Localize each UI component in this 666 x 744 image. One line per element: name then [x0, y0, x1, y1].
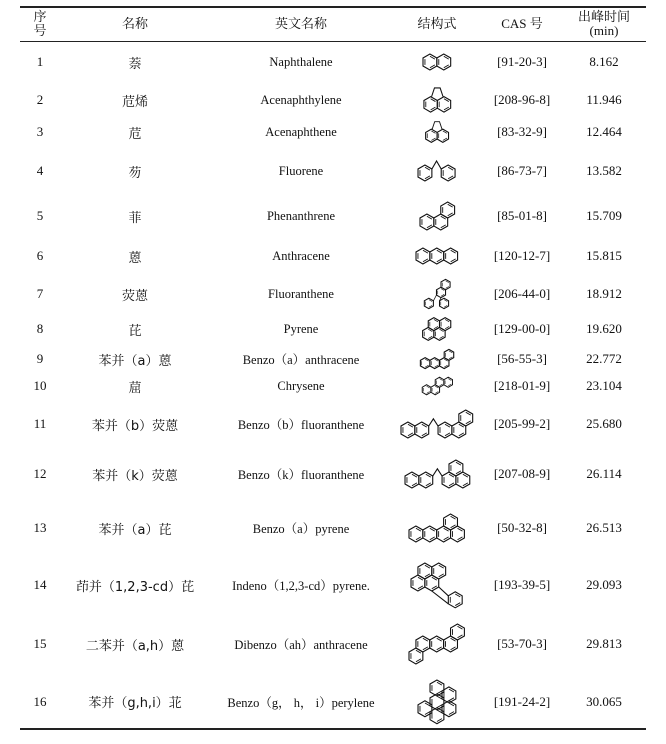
retention-time: 26.114 — [586, 466, 622, 481]
table-row — [20, 499, 646, 557]
table-row — [20, 313, 646, 345]
cas-number: [50-32-8] — [497, 520, 547, 535]
retention-time: 15.709 — [586, 208, 622, 223]
table-row — [20, 345, 646, 373]
structure — [392, 117, 482, 147]
english-name: Phenanthrene — [266, 208, 336, 223]
row-number: 6 — [36, 248, 44, 263]
chinese-name: 芴 — [128, 165, 142, 181]
row-number: 5 — [36, 208, 44, 223]
cas-number: [208-96-8] — [493, 92, 551, 107]
english-name: Benzo（a）anthracene — [242, 353, 360, 367]
structure — [392, 613, 482, 675]
structure-icon — [423, 278, 451, 310]
retention-time: 23.104 — [586, 378, 622, 393]
structure-icon — [414, 246, 460, 266]
row-number: 15 — [33, 636, 47, 651]
structure-icon — [416, 159, 457, 183]
chinese-name: 芘 — [128, 323, 142, 339]
row-number: 10 — [33, 378, 47, 393]
cas-number: [129-00-0] — [493, 321, 551, 336]
structure — [392, 373, 482, 399]
chinese-name: 苊 — [128, 126, 142, 142]
retention-time: 13.582 — [586, 163, 622, 178]
structure-icon — [409, 561, 464, 610]
english-name: Fluoranthene — [268, 286, 334, 301]
table-row — [20, 449, 646, 499]
english-name: Benzo（k）fluoranthene — [237, 468, 365, 482]
chinese-name: 萘 — [128, 56, 142, 72]
col-header-name: 名称 — [60, 7, 210, 41]
bridge-bond — [432, 122, 442, 129]
retention-time: 26.513 — [586, 520, 622, 535]
structure-icon — [418, 200, 457, 232]
retention-time: 18.912 — [586, 286, 622, 301]
english-name: Benzo（a）pyrene — [252, 522, 350, 536]
table-row — [20, 399, 646, 449]
retention-time: 8.162 — [589, 54, 619, 70]
row-number: 16 — [33, 693, 47, 709]
cas-number: [83-32-9] — [497, 124, 547, 139]
cas-number: [193-39-5] — [493, 577, 551, 592]
retention-time: 29.093 — [586, 577, 622, 592]
structure — [392, 195, 482, 237]
bridge-bond — [431, 88, 442, 97]
english-name: Indeno（1,2,3-cd）pyrene. — [232, 579, 370, 593]
english-name: Acenaphthylene — [260, 92, 342, 107]
row-number: 1 — [36, 54, 44, 70]
col-header-number: 序 号 — [20, 7, 60, 41]
structure — [392, 41, 482, 83]
cas-number: [91-20-3] — [497, 54, 547, 70]
col-header-english: 英文名称 — [210, 7, 392, 41]
chinese-name: 茚并（1,2,3-cd）芘 — [75, 579, 195, 595]
english-name: Benzo（g， h， i）perylene — [227, 695, 375, 710]
structure — [392, 675, 482, 729]
row-number: 7 — [36, 286, 44, 301]
structure — [392, 345, 482, 373]
cas-number: [86-73-7] — [497, 163, 547, 178]
bridge-bond — [439, 587, 449, 596]
col-header-retention-time: 出峰时间 (min) — [562, 7, 646, 41]
col-header-cas: CAS 号 — [482, 7, 562, 41]
structure-icon — [419, 348, 455, 370]
row-number: 9 — [36, 351, 44, 366]
cas-number: [218-01-9] — [493, 378, 551, 393]
structure-icon — [421, 376, 454, 396]
chinese-name: 苯并（g,h,i）苝 — [88, 696, 182, 711]
structure — [392, 499, 482, 557]
structure — [392, 557, 482, 613]
table-row — [20, 373, 646, 399]
chinese-name: 䓛 — [128, 380, 142, 396]
bridge-bond — [433, 295, 436, 301]
cas-number: [85-01-8] — [497, 208, 547, 223]
structure-icon — [416, 678, 458, 726]
retention-time: 30.065 — [586, 693, 622, 709]
row-number: 3 — [36, 124, 44, 139]
structure — [392, 237, 482, 275]
retention-time: 11.946 — [586, 92, 622, 107]
table-row — [20, 613, 646, 675]
table-row — [20, 41, 646, 83]
bridge-bond — [429, 419, 438, 426]
english-name: Dibenzo（ah）anthracene — [234, 638, 368, 652]
cas-number: [53-70-3] — [497, 636, 547, 651]
structure — [392, 147, 482, 195]
chinese-name: 荧蒽 — [121, 288, 148, 304]
bridge-bond — [432, 161, 441, 169]
structure — [392, 449, 482, 499]
structure-icon — [403, 458, 472, 490]
table-row — [20, 237, 646, 275]
row-number: 8 — [36, 321, 44, 336]
chinese-name: 苯并（a）芘 — [98, 522, 172, 538]
english-name: Fluorene — [278, 163, 324, 178]
structure — [392, 313, 482, 345]
chinese-name: 苊烯 — [121, 94, 148, 110]
header-row — [20, 7, 646, 41]
english-name: Benzo（b）fluoranthene — [237, 418, 365, 432]
english-name: Chrysene — [277, 378, 325, 393]
cas-number: [205-99-2] — [493, 416, 551, 431]
table-row — [20, 557, 646, 613]
cas-number: [206-44-0] — [493, 286, 551, 301]
structure-icon — [421, 52, 453, 72]
structure — [392, 399, 482, 449]
structure — [392, 275, 482, 313]
structure — [392, 83, 482, 117]
table-row — [20, 675, 646, 729]
retention-time: 12.464 — [586, 124, 622, 139]
cas-number: [207-08-9] — [493, 466, 551, 481]
english-name: Acenaphthene — [265, 124, 337, 139]
structure-icon — [407, 512, 466, 544]
retention-time: 25.680 — [586, 416, 622, 431]
english-name: Anthracene — [272, 248, 330, 263]
retention-time: 29.813 — [586, 636, 622, 651]
structure-icon — [422, 86, 453, 114]
english-name: Pyrene — [283, 321, 319, 336]
retention-time: 22.772 — [586, 351, 622, 366]
english-name: Naphthalene — [269, 54, 333, 69]
row-number: 4 — [36, 163, 44, 178]
table-row — [20, 117, 646, 147]
retention-time: 15.815 — [586, 248, 622, 263]
row-number: 12 — [33, 466, 47, 481]
chinese-name: 苯并（k）荧蒽 — [92, 468, 178, 484]
row-number: 2 — [36, 92, 44, 107]
chinese-name: 蒽 — [128, 250, 142, 266]
table-row — [20, 147, 646, 195]
retention-time: 19.620 — [586, 321, 622, 336]
table-row — [20, 195, 646, 237]
pah-table — [20, 6, 646, 730]
chinese-name: 苯并（b）荧蒽 — [91, 418, 179, 434]
structure-icon — [407, 622, 466, 666]
row-number: 13 — [33, 520, 47, 535]
structure-icon — [399, 408, 475, 440]
structure-icon — [424, 120, 450, 144]
table-row — [20, 83, 646, 117]
row-number: 14 — [33, 577, 47, 592]
table-row — [20, 275, 646, 313]
structure-icon — [421, 316, 452, 342]
cas-number: [191-24-2] — [493, 693, 551, 709]
row-number: 11 — [33, 416, 47, 431]
cas-number: [56-55-3] — [497, 351, 547, 366]
chinese-name: 菲 — [128, 210, 142, 226]
chinese-name: 苯并（a）蒽 — [98, 353, 172, 369]
col-header-structure: 结构式 — [392, 7, 482, 41]
bridge-bond — [432, 469, 441, 476]
cas-number: [120-12-7] — [493, 248, 551, 263]
chinese-name: 二苯并（a,h）蒽 — [85, 638, 185, 654]
